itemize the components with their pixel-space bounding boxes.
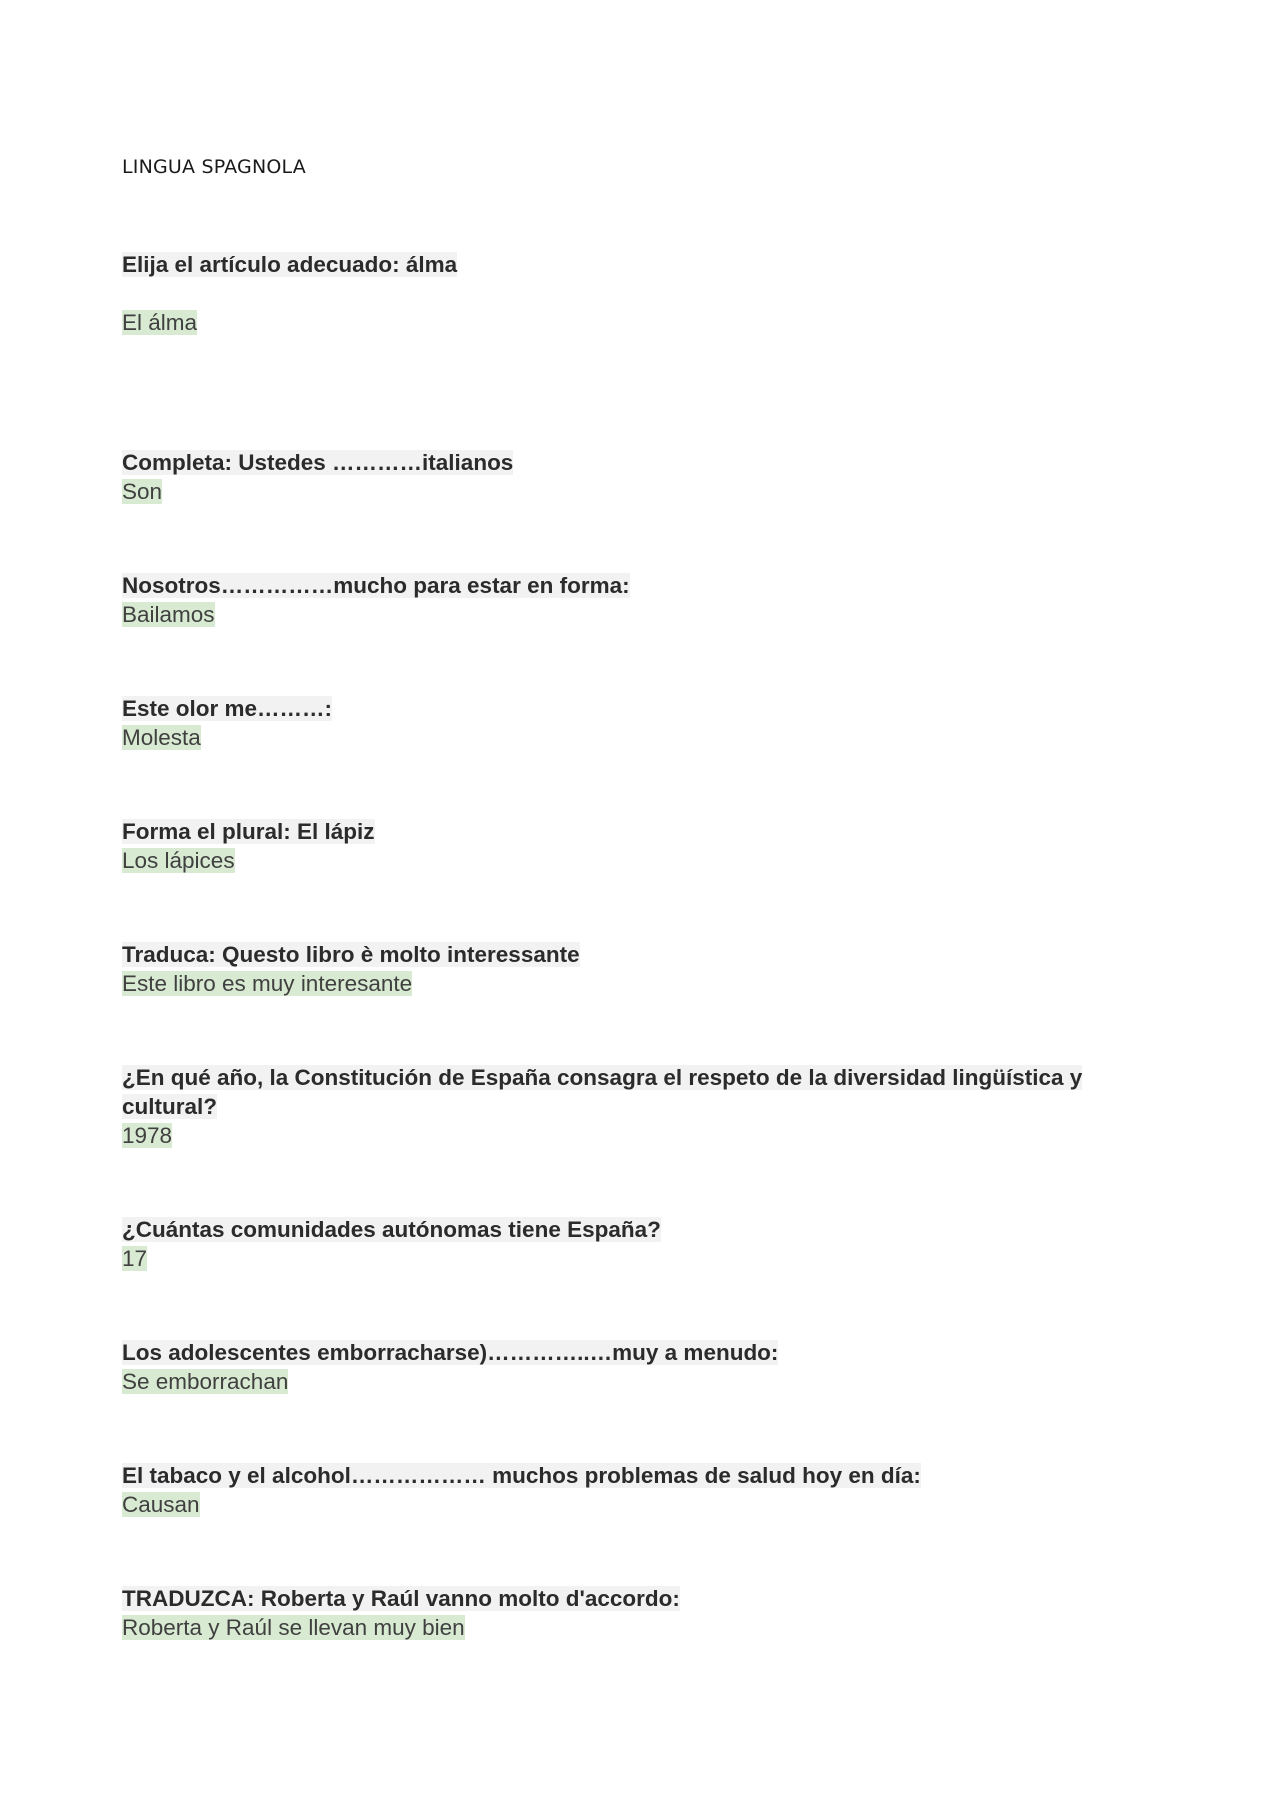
answer-text: 1978	[122, 1123, 173, 1148]
question-text: Este olor me………:	[122, 696, 333, 721]
question-text: ¿En qué año, la Constitución de España consagra el respeto de la diversidad lingüística y cultural?	[122, 1065, 1083, 1119]
qa-item	[122, 448, 1122, 506]
answer-text: Este libro es muy interesante	[122, 971, 413, 996]
question-text: Nosotros……………mucho para estar en forma:	[122, 573, 630, 598]
answer-text: Se emborrachan	[122, 1369, 289, 1394]
answer-text: Molesta	[122, 725, 201, 750]
question-text: Traduca: Questo libro è molto interessante	[122, 942, 580, 967]
answer-text: Causan	[122, 1492, 200, 1517]
question-text: Los adolescentes emborracharse)…………..…muy a menudo:	[122, 1340, 779, 1365]
question-text: Elija el artículo adecuado: álma	[122, 252, 458, 277]
qa-item	[122, 1338, 1122, 1396]
document-title: LINGUA SPAGNOLA	[122, 156, 306, 178]
question-text: ¿Cuántas comunidades autónomas tiene España?	[122, 1217, 661, 1242]
question-text: El tabaco y el alcohol……………… muchos problemas de salud hoy en día:	[122, 1463, 921, 1488]
qa-item	[122, 1215, 1122, 1273]
answer-text: Roberta y Raúl se llevan muy bien	[122, 1615, 465, 1640]
qa-item	[122, 1461, 1122, 1519]
answer-text: 17	[122, 1246, 148, 1271]
question-text: TRADUZCA: Roberta y Raúl vanno molto d'accordo:	[122, 1586, 680, 1611]
qa-item	[122, 571, 1122, 629]
question-text: Completa: Ustedes …………italianos	[122, 450, 514, 475]
question-text: Forma el plural: El lápiz	[122, 819, 375, 844]
qa-item	[122, 940, 1122, 998]
qa-item	[122, 1063, 1122, 1150]
answer-text: Bailamos	[122, 602, 215, 627]
qa-item	[122, 694, 1122, 752]
answer-text: Son	[122, 479, 163, 504]
answer-text: Los lápices	[122, 848, 235, 873]
qa-item	[122, 250, 1122, 337]
qa-item	[122, 1584, 1122, 1642]
qa-item	[122, 817, 1122, 875]
answer-text: El álma	[122, 310, 198, 335]
